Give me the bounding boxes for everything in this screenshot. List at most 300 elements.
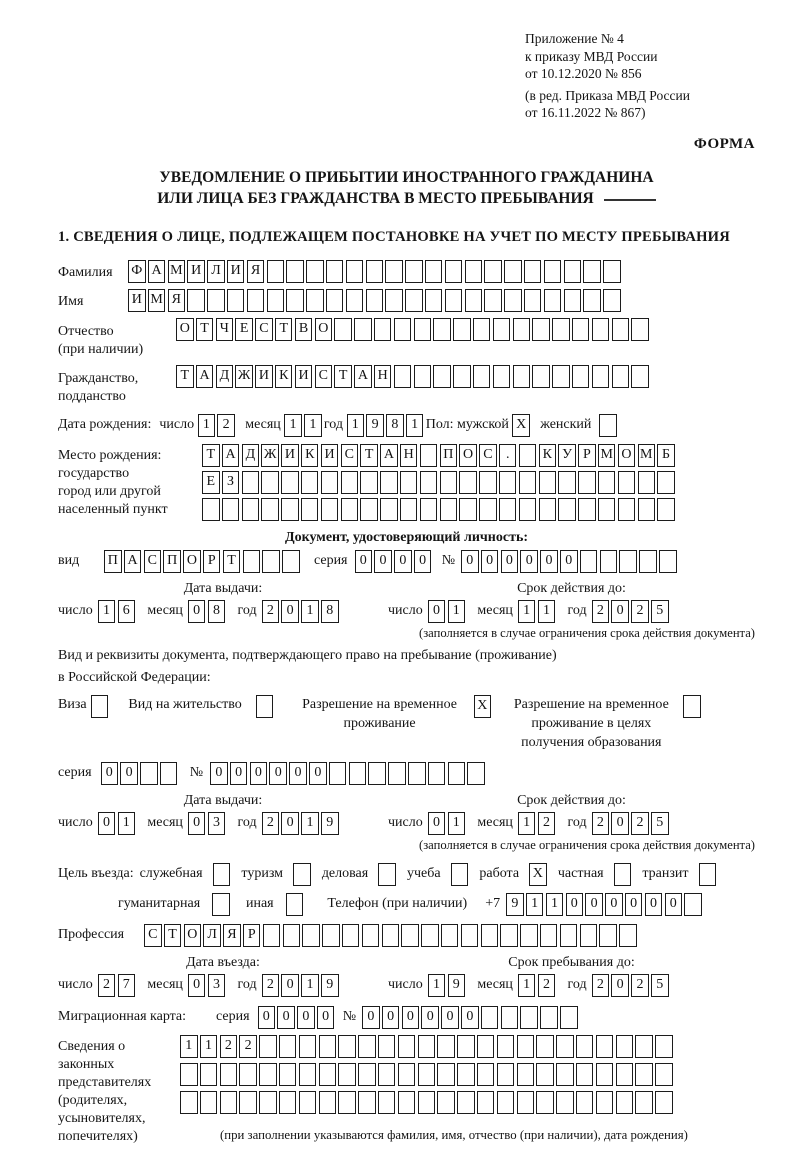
- cell-box[interactable]: [279, 1035, 297, 1058]
- cell-box[interactable]: [493, 365, 511, 388]
- cell-box[interactable]: [420, 498, 438, 521]
- cell-box[interactable]: [242, 471, 260, 494]
- cell-box[interactable]: 0: [258, 1006, 276, 1029]
- cell-box[interactable]: И: [295, 365, 313, 388]
- edu-permit-checkbox[interactable]: [683, 695, 703, 718]
- cell-box[interactable]: 1: [526, 893, 544, 916]
- entry-day-cells[interactable]: [98, 974, 138, 997]
- cell-box[interactable]: [477, 1035, 495, 1058]
- purpose-private-checkbox[interactable]: [614, 863, 634, 886]
- cell-box[interactable]: [428, 762, 446, 785]
- cell-box[interactable]: 7: [118, 974, 136, 997]
- cell-box[interactable]: [358, 1091, 376, 1114]
- cell-box[interactable]: [655, 1035, 673, 1058]
- cell-box[interactable]: [445, 260, 463, 283]
- cell-box[interactable]: [616, 1035, 634, 1058]
- cell-box[interactable]: Ж: [235, 365, 253, 388]
- purpose-transit-checkbox[interactable]: [699, 863, 719, 886]
- cell-box[interactable]: [301, 498, 319, 521]
- cell-box[interactable]: 0: [461, 550, 479, 573]
- cell-box[interactable]: О: [315, 318, 333, 341]
- profession-cells[interactable]: [144, 924, 639, 947]
- cell-box[interactable]: [517, 1091, 535, 1114]
- cell-box[interactable]: [400, 471, 418, 494]
- cell-box[interactable]: 0: [362, 1006, 380, 1029]
- cell-box[interactable]: [394, 318, 412, 341]
- citizenship-cells[interactable]: [176, 365, 651, 388]
- cell-box[interactable]: [414, 318, 432, 341]
- cell-box[interactable]: [583, 289, 601, 312]
- cell-box[interactable]: [536, 1091, 554, 1114]
- cell-box[interactable]: [614, 863, 632, 886]
- cell-box[interactable]: 9: [366, 414, 384, 437]
- cell-box[interactable]: [616, 1063, 634, 1086]
- cell-box[interactable]: [326, 289, 344, 312]
- cell-box[interactable]: [358, 1035, 376, 1058]
- cell-box[interactable]: У: [558, 444, 576, 467]
- cell-box[interactable]: [465, 260, 483, 283]
- cell-box[interactable]: Я: [223, 924, 241, 947]
- issue-year-cells[interactable]: [262, 812, 341, 835]
- cell-box[interactable]: 2: [217, 414, 235, 437]
- cell-box[interactable]: [520, 1006, 538, 1029]
- cell-box[interactable]: И: [255, 365, 273, 388]
- cell-box[interactable]: [220, 1063, 238, 1086]
- purpose-humanitarian-checkbox[interactable]: [212, 893, 232, 916]
- cell-box[interactable]: 2: [262, 600, 280, 623]
- cell-box[interactable]: 1: [538, 600, 556, 623]
- cell-box[interactable]: [556, 1063, 574, 1086]
- cell-box[interactable]: 9: [506, 893, 524, 916]
- cell-box[interactable]: [560, 1006, 578, 1029]
- cell-box[interactable]: [398, 1063, 416, 1086]
- cell-box[interactable]: 1: [304, 414, 322, 437]
- cell-box[interactable]: 0: [645, 893, 663, 916]
- cell-box[interactable]: [187, 289, 205, 312]
- cell-box[interactable]: 1: [301, 812, 319, 835]
- cell-box[interactable]: [200, 1091, 218, 1114]
- cell-box[interactable]: [261, 471, 279, 494]
- cell-box[interactable]: М: [168, 260, 186, 283]
- cell-box[interactable]: 6: [118, 600, 136, 623]
- cell-box[interactable]: [180, 1063, 198, 1086]
- issue-day-cells[interactable]: [98, 812, 138, 835]
- cell-box[interactable]: И: [281, 444, 299, 467]
- cell-box[interactable]: [484, 260, 502, 283]
- cell-box[interactable]: [524, 260, 542, 283]
- cell-box[interactable]: [497, 1035, 515, 1058]
- cell-box[interactable]: [479, 471, 497, 494]
- cell-box[interactable]: С: [341, 444, 359, 467]
- cell-box[interactable]: 0: [394, 550, 412, 573]
- stay-day-cells[interactable]: [428, 974, 468, 997]
- cell-box[interactable]: [600, 550, 618, 573]
- cell-box[interactable]: 1: [118, 812, 136, 835]
- issue-year-cells[interactable]: [262, 600, 341, 623]
- cell-box[interactable]: 2: [239, 1035, 257, 1058]
- cell-box[interactable]: [576, 1091, 594, 1114]
- cell-box[interactable]: [421, 924, 439, 947]
- cell-box[interactable]: 1: [518, 974, 536, 997]
- cell-box[interactable]: 0: [210, 762, 228, 785]
- cell-box[interactable]: [517, 1063, 535, 1086]
- cell-box[interactable]: [338, 1091, 356, 1114]
- cell-box[interactable]: [259, 1035, 277, 1058]
- cell-box[interactable]: Д: [242, 444, 260, 467]
- cell-box[interactable]: Т: [176, 365, 194, 388]
- cell-box[interactable]: [358, 1063, 376, 1086]
- cell-box[interactable]: [473, 318, 491, 341]
- cell-box[interactable]: [539, 471, 557, 494]
- expiry-month-cells[interactable]: [518, 600, 558, 623]
- cell-box[interactable]: 0: [101, 762, 119, 785]
- cell-box[interactable]: [619, 924, 637, 947]
- cell-box[interactable]: [243, 550, 261, 573]
- cell-box[interactable]: [631, 365, 649, 388]
- cell-box[interactable]: [420, 444, 438, 467]
- cell-box[interactable]: [286, 893, 304, 916]
- cell-box[interactable]: [279, 1091, 297, 1114]
- cell-box[interactable]: [394, 365, 412, 388]
- cell-box[interactable]: [603, 260, 621, 283]
- cell-box[interactable]: 9: [321, 812, 339, 835]
- cell-box[interactable]: З: [222, 471, 240, 494]
- cell-box[interactable]: [227, 289, 245, 312]
- given-name-cells[interactable]: [128, 289, 623, 312]
- stay-year-cells[interactable]: [592, 974, 671, 997]
- cell-box[interactable]: [306, 289, 324, 312]
- cell-box[interactable]: А: [222, 444, 240, 467]
- cell-box[interactable]: [382, 924, 400, 947]
- cell-box[interactable]: [599, 414, 617, 437]
- cell-box[interactable]: [564, 289, 582, 312]
- birth-place-row1-cells[interactable]: [202, 444, 677, 467]
- cell-box[interactable]: 0: [560, 550, 578, 573]
- cell-box[interactable]: 1: [347, 414, 365, 437]
- cell-box[interactable]: М: [148, 289, 166, 312]
- representatives-row1-cells[interactable]: [180, 1035, 675, 1058]
- cell-box[interactable]: [346, 260, 364, 283]
- cell-box[interactable]: [635, 1091, 653, 1114]
- cell-box[interactable]: [302, 924, 320, 947]
- cell-box[interactable]: 0: [441, 1006, 459, 1029]
- cell-box[interactable]: 1: [518, 600, 536, 623]
- migration-series-cells[interactable]: [258, 1006, 337, 1029]
- cell-box[interactable]: 0: [277, 1006, 295, 1029]
- cell-box[interactable]: И: [128, 289, 146, 312]
- cell-box[interactable]: И: [321, 444, 339, 467]
- cell-box[interactable]: 0: [281, 600, 299, 623]
- cell-box[interactable]: [453, 365, 471, 388]
- cell-box[interactable]: [631, 318, 649, 341]
- cell-box[interactable]: [437, 1091, 455, 1114]
- cell-box[interactable]: А: [380, 444, 398, 467]
- cell-box[interactable]: [517, 1035, 535, 1058]
- cell-box[interactable]: 0: [382, 1006, 400, 1029]
- residence-permit-checkbox[interactable]: [256, 695, 276, 718]
- expiry-day-cells[interactable]: [428, 812, 468, 835]
- cell-box[interactable]: [596, 1091, 614, 1114]
- cell-box[interactable]: А: [354, 365, 372, 388]
- cell-box[interactable]: [366, 289, 384, 312]
- issue-month-cells[interactable]: [188, 812, 228, 835]
- cell-box[interactable]: Л: [203, 924, 221, 947]
- cell-box[interactable]: Т: [360, 444, 378, 467]
- cell-box[interactable]: 5: [651, 974, 669, 997]
- cell-box[interactable]: [448, 762, 466, 785]
- cell-box[interactable]: 5: [651, 812, 669, 835]
- cell-box[interactable]: 2: [592, 600, 610, 623]
- cell-box[interactable]: [338, 1063, 356, 1086]
- cell-box[interactable]: [212, 893, 230, 916]
- cell-box[interactable]: [200, 1063, 218, 1086]
- birth-year-cells[interactable]: [347, 414, 426, 437]
- cell-box[interactable]: 0: [428, 600, 446, 623]
- cell-box[interactable]: [540, 1006, 558, 1029]
- cell-box[interactable]: Р: [203, 550, 221, 573]
- cell-box[interactable]: [380, 471, 398, 494]
- cell-box[interactable]: [433, 318, 451, 341]
- cell-box[interactable]: [592, 318, 610, 341]
- cell-box[interactable]: [321, 471, 339, 494]
- cell-box[interactable]: 0: [374, 550, 392, 573]
- cell-box[interactable]: 0: [611, 600, 629, 623]
- cell-box[interactable]: [558, 471, 576, 494]
- cell-box[interactable]: [91, 695, 109, 718]
- cell-box[interactable]: [222, 498, 240, 521]
- cell-box[interactable]: 0: [402, 1006, 420, 1029]
- cell-box[interactable]: [659, 550, 677, 573]
- cell-box[interactable]: [400, 498, 418, 521]
- cell-box[interactable]: 2: [262, 974, 280, 997]
- cell-box[interactable]: О: [459, 444, 477, 467]
- cell-box[interactable]: [467, 762, 485, 785]
- cell-box[interactable]: [202, 498, 220, 521]
- cell-box[interactable]: [440, 498, 458, 521]
- cell-box[interactable]: [282, 550, 300, 573]
- cell-box[interactable]: [513, 318, 531, 341]
- cell-box[interactable]: Е: [235, 318, 253, 341]
- migration-number-cells[interactable]: [362, 1006, 580, 1029]
- cell-box[interactable]: [481, 1006, 499, 1029]
- cell-box[interactable]: [306, 260, 324, 283]
- cell-box[interactable]: 3: [208, 974, 226, 997]
- cell-box[interactable]: Е: [202, 471, 220, 494]
- cell-box[interactable]: С: [255, 318, 273, 341]
- doc-number-cells[interactable]: [461, 550, 679, 573]
- cell-box[interactable]: [259, 1063, 277, 1086]
- purpose-study-checkbox[interactable]: [451, 863, 471, 886]
- cell-box[interactable]: [445, 289, 463, 312]
- cell-box[interactable]: [520, 924, 538, 947]
- cell-box[interactable]: [499, 471, 517, 494]
- birth-place-row3-cells[interactable]: [202, 498, 677, 521]
- cell-box[interactable]: [461, 924, 479, 947]
- cell-box[interactable]: [319, 1035, 337, 1058]
- cell-box[interactable]: [401, 924, 419, 947]
- cell-box[interactable]: [437, 1063, 455, 1086]
- cell-box[interactable]: [433, 365, 451, 388]
- residence-number-cells[interactable]: [210, 762, 487, 785]
- cell-box[interactable]: [414, 365, 432, 388]
- cell-box[interactable]: [374, 318, 392, 341]
- representatives-row3-cells[interactable]: [180, 1091, 675, 1114]
- cell-box[interactable]: [572, 365, 590, 388]
- cell-box[interactable]: [564, 260, 582, 283]
- cell-box[interactable]: 5: [651, 600, 669, 623]
- visa-checkbox[interactable]: [91, 695, 111, 718]
- cell-box[interactable]: [580, 550, 598, 573]
- cell-box[interactable]: [655, 1091, 673, 1114]
- cell-box[interactable]: 1: [406, 414, 424, 437]
- cell-box[interactable]: [360, 471, 378, 494]
- cell-box[interactable]: Т: [223, 550, 241, 573]
- cell-box[interactable]: [544, 289, 562, 312]
- cell-box[interactable]: [242, 498, 260, 521]
- cell-box[interactable]: [385, 289, 403, 312]
- cell-box[interactable]: [326, 260, 344, 283]
- cell-box[interactable]: 0: [250, 762, 268, 785]
- cell-box[interactable]: [635, 1035, 653, 1058]
- cell-box[interactable]: [420, 471, 438, 494]
- cell-box[interactable]: 1: [518, 812, 536, 835]
- cell-box[interactable]: 0: [355, 550, 373, 573]
- cell-box[interactable]: [638, 498, 656, 521]
- cell-box[interactable]: [380, 498, 398, 521]
- cell-box[interactable]: [500, 924, 518, 947]
- cell-box[interactable]: [539, 498, 557, 521]
- cell-box[interactable]: [683, 695, 701, 718]
- cell-box[interactable]: [299, 1091, 317, 1114]
- cell-box[interactable]: 0: [230, 762, 248, 785]
- cell-box[interactable]: [477, 1063, 495, 1086]
- cell-box[interactable]: [256, 695, 274, 718]
- birth-place-row2-cells[interactable]: [202, 471, 677, 494]
- cell-box[interactable]: [504, 260, 522, 283]
- purpose-official-checkbox[interactable]: [213, 863, 233, 886]
- cell-box[interactable]: [596, 1035, 614, 1058]
- cell-box[interactable]: 8: [208, 600, 226, 623]
- cell-box[interactable]: [362, 924, 380, 947]
- cell-box[interactable]: [281, 471, 299, 494]
- cell-box[interactable]: [440, 471, 458, 494]
- cell-box[interactable]: 9: [321, 974, 339, 997]
- cell-box[interactable]: 0: [269, 762, 287, 785]
- cell-box[interactable]: [180, 1091, 198, 1114]
- cell-box[interactable]: [301, 471, 319, 494]
- cell-box[interactable]: [457, 1091, 475, 1114]
- cell-box[interactable]: 3: [208, 812, 226, 835]
- cell-box[interactable]: [319, 1091, 337, 1114]
- cell-box[interactable]: [451, 863, 469, 886]
- cell-box[interactable]: [378, 1091, 396, 1114]
- cell-box[interactable]: [618, 471, 636, 494]
- cell-box[interactable]: 0: [317, 1006, 335, 1029]
- cell-box[interactable]: Ф: [128, 260, 146, 283]
- cell-box[interactable]: 2: [592, 812, 610, 835]
- cell-box[interactable]: 0: [520, 550, 538, 573]
- cell-box[interactable]: [279, 1063, 297, 1086]
- cell-box[interactable]: [354, 318, 372, 341]
- cell-box[interactable]: [532, 318, 550, 341]
- sex-male-checkbox[interactable]: [512, 414, 532, 437]
- cell-box[interactable]: М: [638, 444, 656, 467]
- cell-box[interactable]: В: [295, 318, 313, 341]
- cell-box[interactable]: [388, 762, 406, 785]
- cell-box[interactable]: [338, 1035, 356, 1058]
- cell-box[interactable]: 2: [98, 974, 116, 997]
- cell-box[interactable]: 0: [421, 1006, 439, 1029]
- cell-box[interactable]: 0: [120, 762, 138, 785]
- cell-box[interactable]: [603, 289, 621, 312]
- cell-box[interactable]: 0: [414, 550, 432, 573]
- cell-box[interactable]: [556, 1035, 574, 1058]
- cell-box[interactable]: 0: [188, 600, 206, 623]
- cell-box[interactable]: [578, 471, 596, 494]
- issue-day-cells[interactable]: [98, 600, 138, 623]
- entry-month-cells[interactable]: [188, 974, 228, 997]
- cell-box[interactable]: 0: [566, 893, 584, 916]
- cell-box[interactable]: [207, 289, 225, 312]
- cell-box[interactable]: [283, 924, 301, 947]
- cell-box[interactable]: [418, 1063, 436, 1086]
- cell-box[interactable]: [398, 1035, 416, 1058]
- cell-box[interactable]: [578, 498, 596, 521]
- cell-box[interactable]: [536, 1035, 554, 1058]
- cell-box[interactable]: [262, 550, 280, 573]
- cell-box[interactable]: 1: [200, 1035, 218, 1058]
- cell-box[interactable]: 0: [540, 550, 558, 573]
- cell-box[interactable]: [342, 924, 360, 947]
- cell-box[interactable]: С: [315, 365, 333, 388]
- cell-box[interactable]: [281, 498, 299, 521]
- cell-box[interactable]: X: [512, 414, 530, 437]
- cell-box[interactable]: 0: [281, 812, 299, 835]
- entry-year-cells[interactable]: [262, 974, 341, 997]
- cell-box[interactable]: О: [183, 550, 201, 573]
- cell-box[interactable]: [425, 289, 443, 312]
- cell-box[interactable]: [263, 924, 281, 947]
- cell-box[interactable]: [618, 498, 636, 521]
- purpose-work-checkbox[interactable]: [529, 863, 549, 886]
- cell-box[interactable]: [552, 365, 570, 388]
- cell-box[interactable]: И: [227, 260, 245, 283]
- temp-permit-checkbox[interactable]: [474, 695, 494, 718]
- cell-box[interactable]: 8: [321, 600, 339, 623]
- cell-box[interactable]: [493, 318, 511, 341]
- cell-box[interactable]: [322, 924, 340, 947]
- cell-box[interactable]: 1: [284, 414, 302, 437]
- cell-box[interactable]: 8: [386, 414, 404, 437]
- cell-box[interactable]: 0: [428, 812, 446, 835]
- cell-box[interactable]: 0: [665, 893, 683, 916]
- cell-box[interactable]: [473, 365, 491, 388]
- cell-box[interactable]: [286, 260, 304, 283]
- cell-box[interactable]: А: [196, 365, 214, 388]
- cell-box[interactable]: [459, 498, 477, 521]
- issue-month-cells[interactable]: [188, 600, 228, 623]
- cell-box[interactable]: 0: [188, 812, 206, 835]
- cell-box[interactable]: [684, 893, 702, 916]
- cell-box[interactable]: 2: [538, 974, 556, 997]
- cell-box[interactable]: [239, 1091, 257, 1114]
- cell-box[interactable]: О: [184, 924, 202, 947]
- cell-box[interactable]: [267, 289, 285, 312]
- cell-box[interactable]: [499, 498, 517, 521]
- cell-box[interactable]: 1: [428, 974, 446, 997]
- cell-box[interactable]: [519, 444, 537, 467]
- cell-box[interactable]: [655, 1063, 673, 1086]
